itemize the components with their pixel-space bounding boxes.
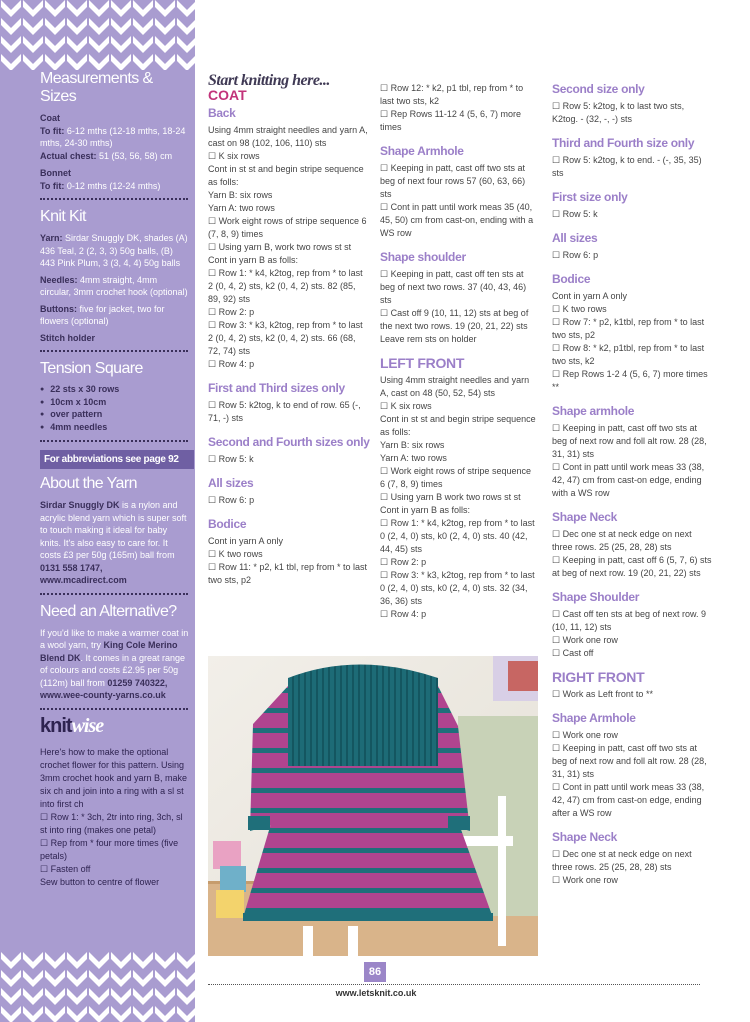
section-heading: RIGHT FRONT (552, 669, 645, 685)
instruction-line: ☐ Keeping in patt, cast off two sts at beg of next four rows 57 (60, 63, 66) sts (380, 163, 528, 199)
footer-url[interactable]: www.letsknit.co.uk (335, 988, 417, 998)
coat-heading: COAT (208, 87, 247, 103)
instruction-line: ☐ Row 5: k (552, 209, 598, 219)
yarn-brand: Sirdar Snuggly DK (40, 500, 120, 510)
about-yarn-title: About the Yarn (40, 475, 137, 492)
knitwise-logo-a: knit (40, 715, 72, 737)
bonnet-label: Bonnet (40, 168, 71, 178)
section-heading: Shape shoulder (380, 250, 466, 264)
section-body (208, 535, 370, 587)
instruction-line: ☐ Work as Left front to ** (552, 689, 653, 699)
section-body (552, 100, 712, 126)
instruction-line: ☐ Row 5: k2tog, k to end. - (-, 35, 35) sts (552, 155, 705, 178)
bonnet-fit-label: To fit: (40, 180, 65, 191)
instruction-line: Cont in st st and begin stripe sequence as folls: (208, 164, 367, 187)
instruction-line: Yarn B: six rows (208, 190, 273, 200)
instruction-line: ☐ Rep Rows 1-2 4 (5, 6, 7) more times ** (552, 369, 711, 392)
divider (40, 198, 188, 200)
section-body (552, 848, 712, 887)
knit-pattern-bottom (0, 952, 195, 1022)
section-body (552, 290, 712, 394)
knitwise-logo (40, 715, 190, 738)
section-heading: LEFT FRONT (380, 355, 465, 371)
section-heading: Shape Armhole (380, 144, 464, 158)
tension-list (40, 384, 190, 434)
instruction-line: Yarn A: two rows (208, 203, 275, 213)
knit-pattern-top (0, 0, 195, 70)
tension-item: ● 4mm needles (40, 422, 190, 435)
needles-label: Needles: (40, 274, 78, 285)
instruction-line: ☐ Cont in patt until work meas 33 (38, 42, 47) cm from cast-on edge, ending after a WS row (552, 782, 707, 818)
instruction-line: ☐ Work eight rows of stripe sequence 6 (7, 8, 9) times (380, 466, 534, 489)
section-heading: Shape Shoulder (552, 590, 640, 604)
instruction-line: Using 4mm straight needles and yarn A, cast on 98 (102, 106, 110) sts (208, 125, 371, 148)
stitch-holder: Stitch holder (40, 332, 96, 343)
instruction-line: ☐ Row 12: * k2, p1 tbl, rep from * to last two sts, k2 (380, 83, 526, 106)
tension-item: ● 10cm x 10cm (40, 397, 190, 410)
to-fit-label: To fit: (40, 125, 65, 136)
instruction-line: Yarn B: six rows (380, 440, 445, 450)
section-heading: Bodice (552, 272, 591, 286)
section-heading: Shape armhole (552, 404, 635, 418)
alternative-text (40, 627, 190, 702)
instruction-line: ☐ Row 3: * k3, k2tog, rep from * to last 2 (0, 4, 2) sts, k2 (0, 4, 2) sts. 66 (68, 72, 74) sts (208, 320, 366, 356)
measurements-title: Measurements & Sizes (40, 70, 153, 105)
instruction-line: ☐ K two rows (552, 304, 607, 314)
knitwise-line: Here's how to make the optional crochet flower for this pattern. Using 3mm crochet hook and yarn B, make six ch and join into a ring with a sl st into first ch (40, 747, 188, 809)
knitwise-line: Sew button to centre of flower (40, 877, 160, 887)
section-body (208, 124, 370, 371)
instruction-line: ☐ Using yarn B work two rows st st (380, 492, 521, 502)
section-heading: Shape Armhole (552, 711, 636, 725)
instruction-line: ☐ Keeping in patt, cast off two sts at beg of next row and foll alt row. 28 (28, 31, 31) sts (552, 423, 710, 459)
sidebar (0, 0, 195, 1022)
coat-photo (208, 656, 538, 956)
knitwise-logo-b: wise (71, 715, 104, 737)
yarn-desc: is a nylon and acrylic blend yarn which is super soft to touch making it ideal for baby knits. It's also easy to care for. It costs £3 per 50g (165m) ball from (40, 500, 187, 560)
section-heading: Shape Neck (552, 510, 618, 524)
section-body (552, 154, 712, 180)
instruction-line: ☐ Rep Rows 11-12 4 (5, 6, 7) more times (380, 109, 524, 132)
instruction-line: ☐ K six rows (208, 151, 260, 161)
bonnet-fit-value: 0-12 mths (12-24 mths) (66, 180, 161, 191)
instruction-line: ☐ Row 6: p (208, 495, 255, 505)
instruction-line: ☐ Row 1: * k4, k2tog, rep from * to last 2 (0, 4, 2) sts, k2 (0, 4, 2) sts. 82 (85, 89, 92) sts (208, 268, 366, 304)
buttons-label: Buttons: (40, 303, 77, 314)
instruction-line: ☐ Cast off 9 (10, 11, 12) sts at beg of the next two rows. 19 (20, 21, 22) sts (380, 308, 531, 331)
instruction-line: ☐ Row 8: * k2, p1tbl, rep from * to last two sts, k2 (552, 343, 707, 366)
section-heading: Second size only (552, 82, 645, 96)
instruction-line: Cont in st st and begin stripe sequence as folls: (380, 414, 539, 437)
section-body (380, 82, 538, 134)
yarn-value: Sirdar Snuggly DK, shades (A) 436 Teal, 2 (2, 3, 3) 50g balls, (B) 443 Pink Plum, 3 (3, 4, 4) 50g balls (40, 233, 188, 268)
section-body (552, 208, 712, 221)
section-heading: Back (208, 106, 236, 120)
knitwise-line: ☐ Rep from * four more times (five petals) (40, 838, 179, 861)
alt-brand: King Cole Merino Blend DK (40, 640, 178, 663)
knit-kit-title: Knit Kit (40, 208, 86, 225)
alt-url[interactable]: www.wee-county-yarns.co.uk (40, 690, 166, 700)
instruction-line: ☐ Dec one st at neck edge on next three rows. 25 (25, 28, 28) sts (552, 849, 695, 872)
knitwise-line: ☐ Fasten off (40, 864, 91, 874)
abbreviations-note: For abbreviations see page 92 (40, 450, 194, 469)
yarn-phone: 0131 558 1747, (40, 562, 103, 573)
instruction-line: ☐ Using yarn B, work two rows st st (208, 242, 352, 252)
instruction-line: ☐ Row 5: k2tog, k to end of row. 65 (-, 71, -) sts (208, 400, 364, 423)
column-2 (380, 82, 538, 621)
instruction-line: ☐ Cast off ten sts at beg of next row. 9 (10, 11, 12) sts (552, 609, 709, 632)
section-heading: Shape Neck (552, 830, 618, 844)
divider (40, 708, 188, 710)
section-body (552, 729, 712, 820)
sidebar-content (40, 70, 190, 718)
page-title: Start knitting here... (208, 72, 330, 89)
section-heading: All sizes (552, 231, 598, 245)
section-heading: First size only (552, 190, 628, 204)
footer-divider (208, 984, 700, 985)
section-body (208, 453, 370, 466)
instruction-line: Cont in yarn A only (208, 536, 284, 546)
section-heading: All sizes (208, 476, 254, 490)
instruction-line: ☐ Cast off (552, 648, 594, 658)
section-body (208, 399, 370, 425)
instruction-line: Leave rem sts on holder (380, 334, 477, 344)
needles-value: 4mm straight, 4mm circular, 3mm crochet hook (optional) (40, 274, 188, 297)
section-body (552, 528, 715, 580)
instruction-line: ☐ Row 5: k2tog, k to last two sts, K2tog. - (32, -, -) sts (552, 101, 687, 124)
chest-label: Actual chest: (40, 150, 97, 161)
section-heading: Bodice (208, 517, 247, 531)
instruction-line: ☐ Work one row (552, 875, 618, 885)
instruction-line: ☐ K six rows (380, 401, 432, 411)
tension-title: Tension Square (40, 360, 143, 377)
section-body (380, 268, 538, 346)
about-yarn-text (40, 499, 190, 587)
instruction-line: ☐ Work one row (552, 730, 618, 740)
instruction-line: ☐ Cont in patt until work meas 35 (40, 45, 50) cm from cast-on, ending with a WS row (380, 202, 536, 238)
section-body (552, 608, 712, 660)
yarn-url[interactable]: www.mcadirect.com (40, 575, 127, 585)
instruction-line: Using 4mm straight needles and yarn A, cast on 48 (50, 52, 54) sts (380, 375, 532, 398)
instruction-line: Yarn A: two rows (380, 453, 447, 463)
instruction-line: ☐ Work eight rows of stripe sequence 6 (7, 8, 9) times (208, 216, 369, 239)
instruction-line: Cont in yarn B as folls: (208, 255, 299, 265)
knitwise-text (40, 746, 190, 889)
section-body (380, 162, 538, 240)
instruction-line: Cont in yarn B as folls: (380, 505, 471, 515)
instruction-line: ☐ Work one row (552, 635, 618, 645)
chest-value: 51 (53, 56, 58) cm (99, 150, 173, 161)
section-heading: Third and Fourth size only (552, 136, 695, 150)
yarn-label: Yarn: (40, 233, 63, 243)
knitwise-box (40, 715, 190, 889)
tension-item: ● 22 sts x 30 rows (40, 384, 190, 397)
divider (40, 440, 188, 442)
divider (40, 593, 188, 595)
section-heading: First and Third sizes only (208, 381, 345, 395)
column-1 (208, 74, 370, 587)
knitwise-line: ☐ Row 1: * 3ch, 2tr into ring, 3ch, sl st into ring (makes one petal) (40, 812, 183, 835)
instruction-line: ☐ Row 2: p (380, 557, 427, 567)
section-body (208, 494, 370, 507)
to-fit-value: 6-12 mths (12-18 mths, 18-24 mths, 24-30 mths) (40, 125, 186, 148)
instruction-line: ☐ Row 7: * p2, k1tbl, rep from * to last two sts, p2 (552, 317, 707, 340)
measurements-text (40, 112, 190, 192)
instruction-line: ☐ Row 1: * k4, k2tog, rep from * to last 0 (2, 4, 0) sts, k0 (2, 4, 0) sts. 40 (42, 44, 45) sts (380, 518, 538, 554)
instruction-line: ☐ Row 4: p (380, 609, 427, 619)
instruction-line: ☐ Row 4: p (208, 359, 255, 369)
knit-kit-text (40, 232, 190, 344)
instruction-line: ☐ Row 5: k (208, 454, 254, 464)
buttons-value: five for jacket, two for flowers (optional) (40, 303, 165, 326)
instruction-line: ☐ Row 11: * p2, k1 tbl, rep from * to last two sts, p2 (208, 562, 370, 585)
section-body (380, 374, 538, 621)
section-body (552, 249, 712, 262)
alt-desc: If you'd like to make a warmer coat in a wool yarn, try (40, 627, 189, 650)
section-body (552, 688, 712, 701)
instruction-line: ☐ K two rows (208, 549, 263, 559)
instruction-line: ☐ Keeping in patt, cast off 6 (5, 7, 6) sts at beg of next row. 19 (20, 21, 22) sts (552, 555, 715, 578)
instruction-line: ☐ Row 2: p (208, 307, 255, 317)
alternative-title: Need an Alternative? (40, 602, 177, 620)
alt-desc-2: . It comes in a great range of colours and costs £2.95 per 50g (112m) ball from (40, 652, 186, 688)
section-body (552, 422, 712, 500)
instruction-line: ☐ Dec one st at neck edge on next three rows. 25 (25, 28, 28) sts (552, 529, 695, 552)
instruction-line: Cont in yarn A only (552, 291, 628, 301)
instruction-line: ☐ Row 3: * k3, k2tog, rep from * to last 0 (2, 4, 0) sts, k0 (2, 4, 0) sts. 32 (34, 36, 36) sts (380, 570, 538, 606)
instruction-line: ☐ Row 6: p (552, 250, 599, 260)
instruction-line: ☐ Keeping in patt, cast off ten sts at beg of next two rows. 37 (40, 43, 46) sts (380, 269, 529, 305)
alt-phone: 01259 740322, (107, 677, 168, 688)
coat-label: Coat (40, 113, 60, 123)
instruction-line: ☐ Keeping in patt, cast off two sts at beg of next row and foll alt row. 28 (28, 31, 31) sts (552, 743, 710, 779)
column-3 (552, 82, 715, 887)
instruction-line: ☐ Cont in patt until work meas 33 (38, 42, 47) cm from cast-on edge, ending with a WS row (552, 462, 707, 498)
page-number: 86 (364, 962, 386, 982)
section-heading: Second and Fourth sizes only (208, 435, 370, 449)
divider (40, 350, 188, 352)
tension-item: ● over pattern (40, 409, 190, 422)
